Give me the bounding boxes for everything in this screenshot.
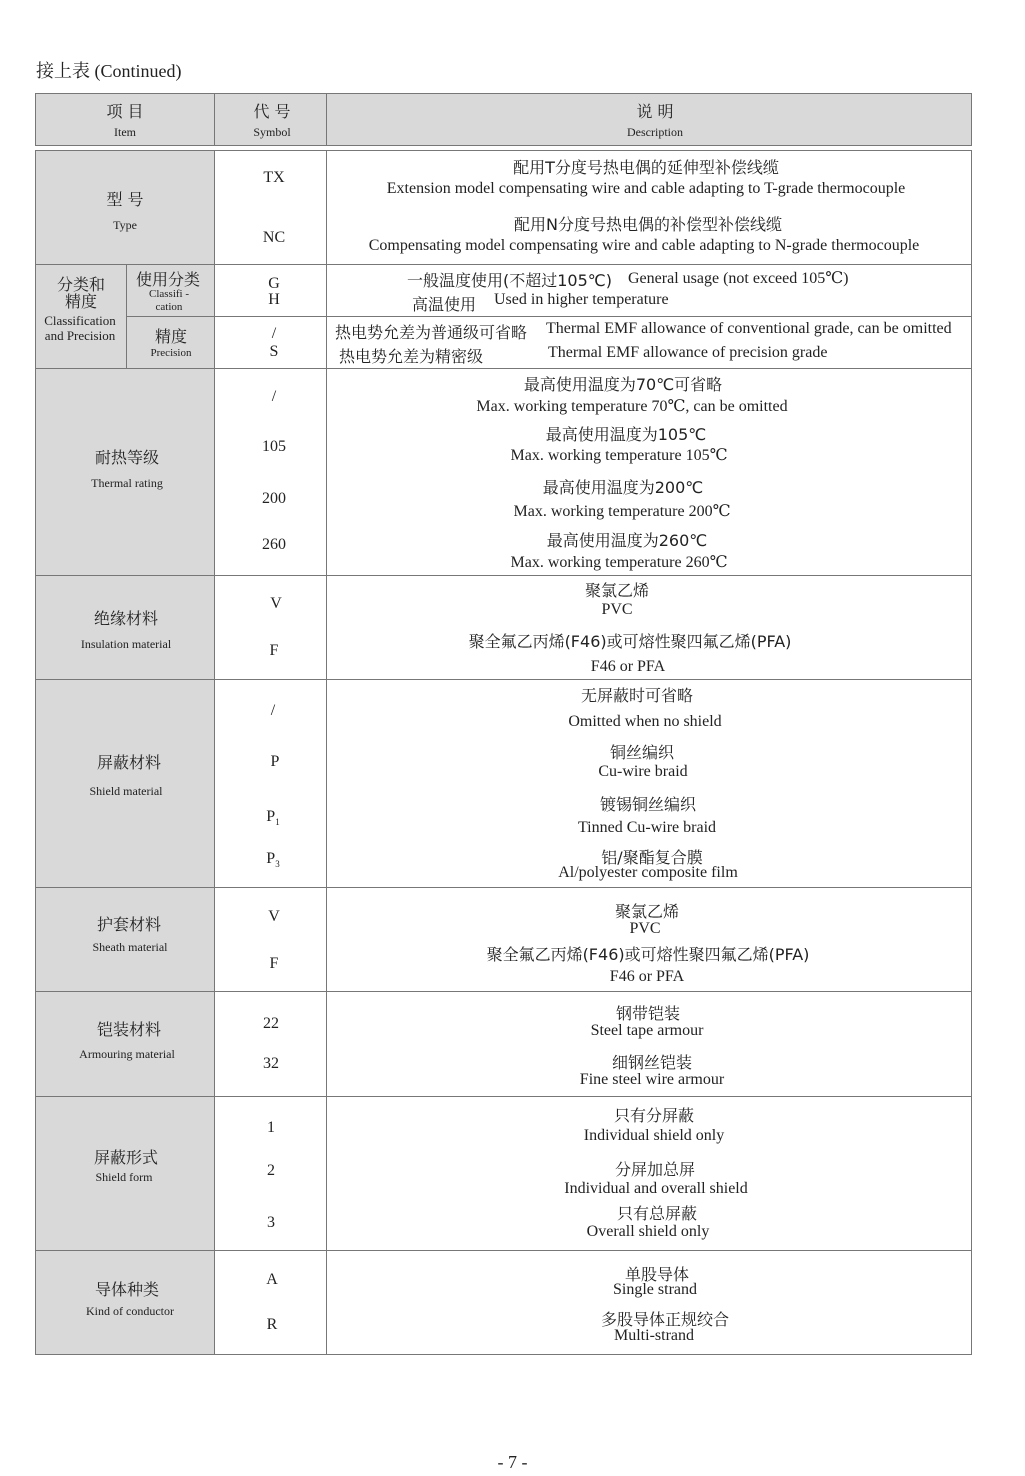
header-description-zh: 说 明 bbox=[636, 102, 674, 121]
thermal-desc-zh: 最高使用温度为105℃ bbox=[545, 425, 707, 444]
type-nc-desc-en: Compensating model compensating wire and cable adapting to N-grade thermocouple bbox=[368, 237, 920, 254]
type-label-zh: 型 号 bbox=[106, 190, 144, 209]
shield-form-desc-en: Individual and overall shield bbox=[564, 1180, 748, 1197]
thermal-label-zh: 耐热等级 bbox=[94, 448, 160, 467]
shield-form-symbol: 1 bbox=[267, 1119, 275, 1136]
thermal-desc-zh: 最高使用温度为260℃ bbox=[546, 531, 708, 550]
usage-class-label-en: Classifi -cation bbox=[148, 288, 190, 313]
shield-material-desc-en: Tinned Cu-wire braid bbox=[577, 819, 717, 836]
thermal-desc-en: Max. working temperature 70℃, can be omitted bbox=[476, 398, 788, 415]
precision-label-zh: 精度 bbox=[154, 327, 188, 346]
shield-form-desc-en: Overall shield only bbox=[586, 1223, 710, 1240]
header-item-zh: 项 目 bbox=[106, 102, 144, 121]
conductor-desc-zh: 多股导体正规绞合 bbox=[600, 1310, 730, 1329]
shield-material-desc-en: Al/polyester composite film bbox=[558, 864, 738, 881]
class-h-desc-en: Used in higher temperature bbox=[494, 291, 669, 308]
shield-material-desc-en: Cu-wire braid bbox=[598, 763, 688, 780]
armour-label-en: Armouring material bbox=[79, 1047, 175, 1061]
shield-material-symbol: / bbox=[270, 702, 276, 719]
sheath-label-en: Sheath material bbox=[92, 940, 168, 954]
shield-material-desc-zh: 无屏蔽时可省略 bbox=[580, 686, 694, 705]
insulation-desc-zh: 聚氯乙烯 bbox=[584, 581, 650, 600]
header-description-en: Description bbox=[627, 125, 683, 139]
thermal-desc-en: Max. working temperature 260℃ bbox=[510, 554, 728, 571]
shield-form-desc-zh: 分屏加总屏 bbox=[614, 1160, 696, 1179]
insulation-desc-zh: 聚全氟乙丙烯(F46)或可熔性聚四氟乙烯(PFA) bbox=[468, 632, 792, 651]
shield-form-label-zh: 屏蔽形式 bbox=[93, 1148, 159, 1167]
shield-material-symbol-p1: $P_1$ bbox=[266, 808, 280, 828]
armour-symbol: 22 bbox=[263, 1015, 279, 1032]
thermal-symbol: / bbox=[271, 388, 277, 405]
sheath-desc-en: PVC bbox=[629, 920, 661, 937]
type-symbol-tx: TX bbox=[263, 169, 285, 186]
conductor-desc-en: Multi-strand bbox=[614, 1327, 694, 1344]
shield-material-label-zh: 屏蔽材料 bbox=[96, 753, 162, 772]
thermal-symbol: 200 bbox=[262, 490, 286, 507]
conductor-label-zh: 导体种类 bbox=[94, 1280, 160, 1299]
sheath-label-zh: 护套材料 bbox=[96, 915, 162, 934]
sheath-symbol: F bbox=[269, 955, 279, 972]
shield-form-symbol: 3 bbox=[267, 1214, 275, 1231]
precision-symbol-slash: / bbox=[271, 325, 277, 342]
sheath-desc-en: F46 or PFA bbox=[609, 968, 685, 985]
thermal-label-en: Thermal rating bbox=[91, 476, 163, 490]
insulation-symbol: V bbox=[270, 595, 282, 612]
thermal-symbol: 105 bbox=[262, 438, 286, 455]
sheath-desc-zh: 聚全氟乙丙烯(F46)或可熔性聚四氟乙烯(PFA) bbox=[486, 945, 810, 964]
shield-material-desc-zh: 铝/聚酯复合膜 bbox=[601, 848, 703, 867]
classification-label-zh: 分类和精度 bbox=[56, 275, 105, 311]
precision-label-en: Precision bbox=[150, 347, 192, 359]
type-symbol-nc: NC bbox=[262, 229, 286, 246]
conductor-symbol: R bbox=[266, 1316, 278, 1333]
type-nc-desc-zh: 配用N分度号热电偶的补偿型补偿线缆 bbox=[514, 215, 782, 234]
type-tx-desc-zh: 配用T分度号热电偶的延伸型补偿线缆 bbox=[513, 158, 779, 177]
shield-material-symbol: P bbox=[270, 753, 280, 770]
shield-material-desc-zh: 铜丝编织 bbox=[609, 743, 675, 762]
table-header bbox=[35, 93, 972, 146]
class-symbol-g: G bbox=[268, 275, 280, 292]
usage-class-label-zh: 使用分类 bbox=[135, 270, 201, 289]
sheath-symbol: V bbox=[268, 908, 280, 925]
armour-symbol: 32 bbox=[263, 1055, 279, 1072]
precision-slash-desc-zh: 热电势允差为普通级可省略 bbox=[335, 323, 528, 342]
precision-s-desc-zh: 热电势允差为精密级 bbox=[339, 347, 484, 366]
shield-form-desc-zh: 只有分屏蔽 bbox=[613, 1106, 695, 1125]
precision-s-desc-en: Thermal EMF allowance of precision grade bbox=[548, 344, 828, 361]
class-symbol-h: H bbox=[268, 291, 280, 308]
page-number: - 7 - bbox=[497, 1452, 528, 1472]
header-symbol-en: Symbol bbox=[253, 125, 291, 139]
thermal-desc-zh: 最高使用温度为200℃ bbox=[542, 478, 704, 497]
armour-desc-zh: 细钢丝铠装 bbox=[611, 1053, 693, 1072]
thermal-desc-zh: 最高使用温度为70℃可省略 bbox=[523, 375, 723, 394]
type-label-en: Type bbox=[113, 218, 137, 232]
insulation-label-zh: 绝缘材料 bbox=[93, 609, 159, 628]
shield-form-label-en: Shield form bbox=[95, 1170, 153, 1184]
armour-label-zh: 铠装材料 bbox=[96, 1020, 162, 1039]
sheath-desc-zh: 聚氯乙烯 bbox=[614, 902, 680, 921]
table-caption: 接上表 (Continued) bbox=[36, 61, 182, 81]
shield-form-desc-en: Individual shield only bbox=[583, 1127, 725, 1144]
conductor-desc-en: Single strand bbox=[613, 1281, 697, 1298]
conductor-label-en: Kind of conductor bbox=[86, 1304, 174, 1318]
precision-slash-desc-en: Thermal EMF allowance of conventional grade, can be omitted bbox=[546, 320, 952, 337]
insulation-desc-en: PVC bbox=[601, 601, 633, 618]
insulation-label-en: Insulation material bbox=[80, 637, 172, 651]
shield-material-label-en: Shield material bbox=[89, 784, 163, 798]
conductor-symbol: A bbox=[266, 1271, 278, 1288]
shield-material-desc-en: Omitted when no shield bbox=[568, 713, 722, 730]
armour-desc-zh: 钢带铠装 bbox=[615, 1004, 681, 1023]
armour-desc-en: Fine steel wire armour bbox=[579, 1071, 725, 1088]
type-tx-desc-en: Extension model compensating wire and cable adapting to T-grade thermocouple bbox=[386, 180, 906, 197]
header-item-en: Item bbox=[114, 125, 136, 139]
header-symbol-zh: 代 号 bbox=[253, 102, 291, 121]
insulation-symbol: F bbox=[269, 642, 279, 659]
shield-material-symbol-p3: $P_3$ bbox=[266, 850, 280, 870]
class-g-desc-zh: 一般温度使用(不超过105℃) bbox=[407, 271, 612, 290]
shield-form-symbol: 2 bbox=[267, 1162, 275, 1179]
shield-form-desc-zh: 只有总屏蔽 bbox=[616, 1204, 698, 1223]
thermal-desc-en: Max. working temperature 105℃ bbox=[510, 447, 728, 464]
precision-symbol-s: S bbox=[269, 343, 279, 360]
classification-label-en: Classification and Precision bbox=[44, 313, 116, 343]
conductor-desc-zh: 单股导体 bbox=[624, 1265, 690, 1284]
insulation-desc-en: F46 or PFA bbox=[590, 658, 666, 675]
shield-material-desc-zh: 镀锡铜丝编织 bbox=[599, 795, 697, 814]
thermal-symbol: 260 bbox=[262, 536, 286, 553]
thermal-desc-en: Max. working temperature 200℃ bbox=[513, 503, 731, 520]
class-h-desc-zh: 高温使用 bbox=[412, 295, 477, 314]
armour-desc-en: Steel tape armour bbox=[590, 1022, 704, 1039]
class-g-desc-en: General usage (not exceed 105℃) bbox=[628, 270, 849, 287]
